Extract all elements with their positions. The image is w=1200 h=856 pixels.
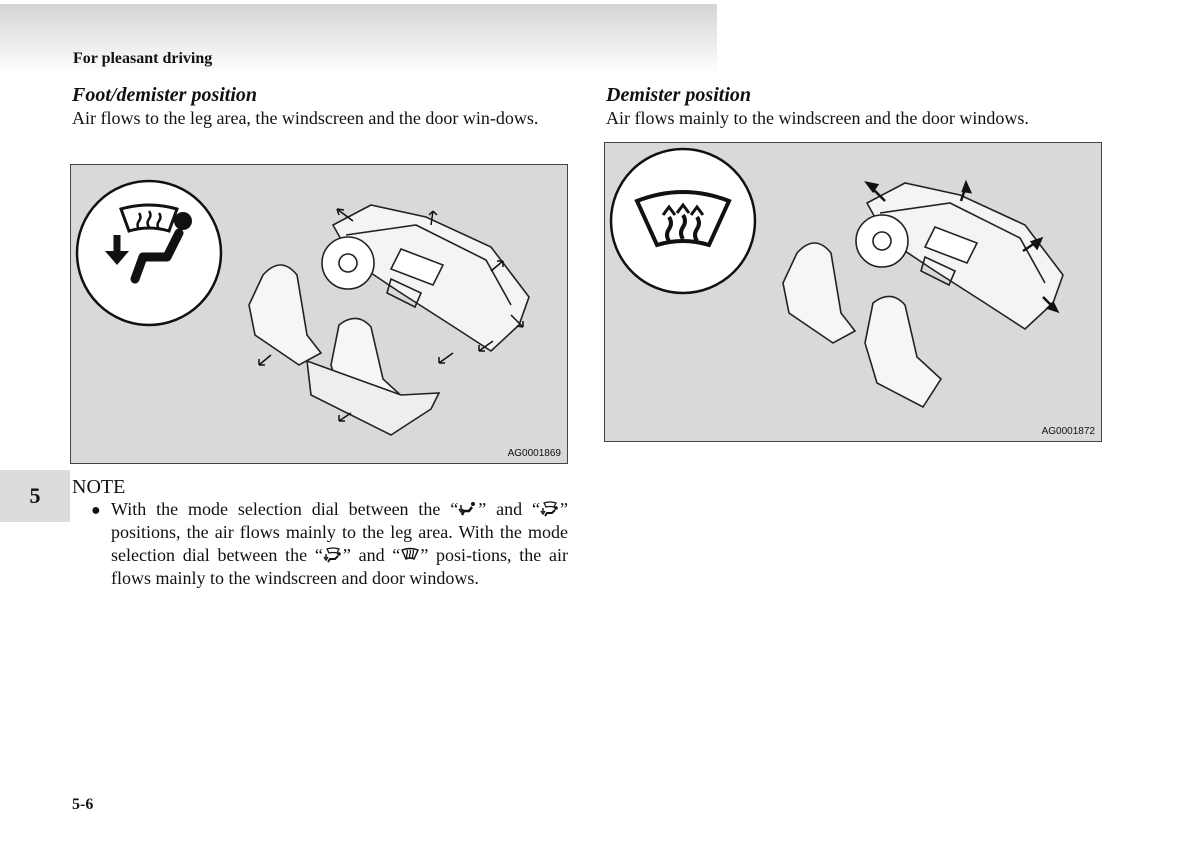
car-interior-illustration: [605, 143, 1101, 441]
figure-code: AG0001872: [1041, 426, 1095, 437]
demister-icon: [611, 149, 755, 293]
note-text: ” and “: [342, 545, 401, 565]
note-text: ” positions, the air flows mainly to the leg area. With the mode selection dial between the “: [111, 499, 568, 565]
foot-demister-heading: Foot/demister position: [72, 84, 258, 106]
note-text: ” posi-tions, the air flows mainly to the windscreen and door windows.: [111, 545, 568, 588]
foot-demister-section: [72, 83, 568, 129]
foot-demister-mode-icon: [323, 547, 343, 563]
demister-section: [606, 83, 1102, 129]
foot-demister-mode-icon: [540, 501, 560, 517]
note-text: ” and “: [478, 499, 540, 519]
foot-demister-illustration: [70, 164, 568, 464]
bullet-icon: ●: [91, 502, 101, 519]
demister-description: Air flows mainly to the windscreen and the door windows.: [606, 108, 1029, 128]
dashboard-drawing: [783, 183, 1063, 407]
note-title: NOTE: [72, 476, 126, 498]
foot-mode-icon: [458, 501, 478, 517]
foot-demister-description: Air flows to the leg area, the windscreen and the door win-dows.: [72, 108, 539, 128]
note-block: [72, 476, 568, 590]
demister-mode-icon: [400, 547, 420, 563]
note-item: [72, 498, 568, 590]
note-text: With the mode selection dial between the “: [111, 499, 459, 519]
demister-heading: Demister position: [606, 84, 752, 106]
figure-code: AG0001869: [507, 448, 561, 459]
dashboard-drawing: [249, 205, 529, 435]
section-title: For pleasant driving: [73, 50, 213, 67]
chapter-tab: 5: [0, 470, 70, 522]
foot-demister-icon: [77, 181, 221, 325]
demister-illustration: [604, 142, 1102, 442]
car-interior-illustration: [71, 165, 567, 463]
page-number: 5-6: [72, 796, 94, 813]
